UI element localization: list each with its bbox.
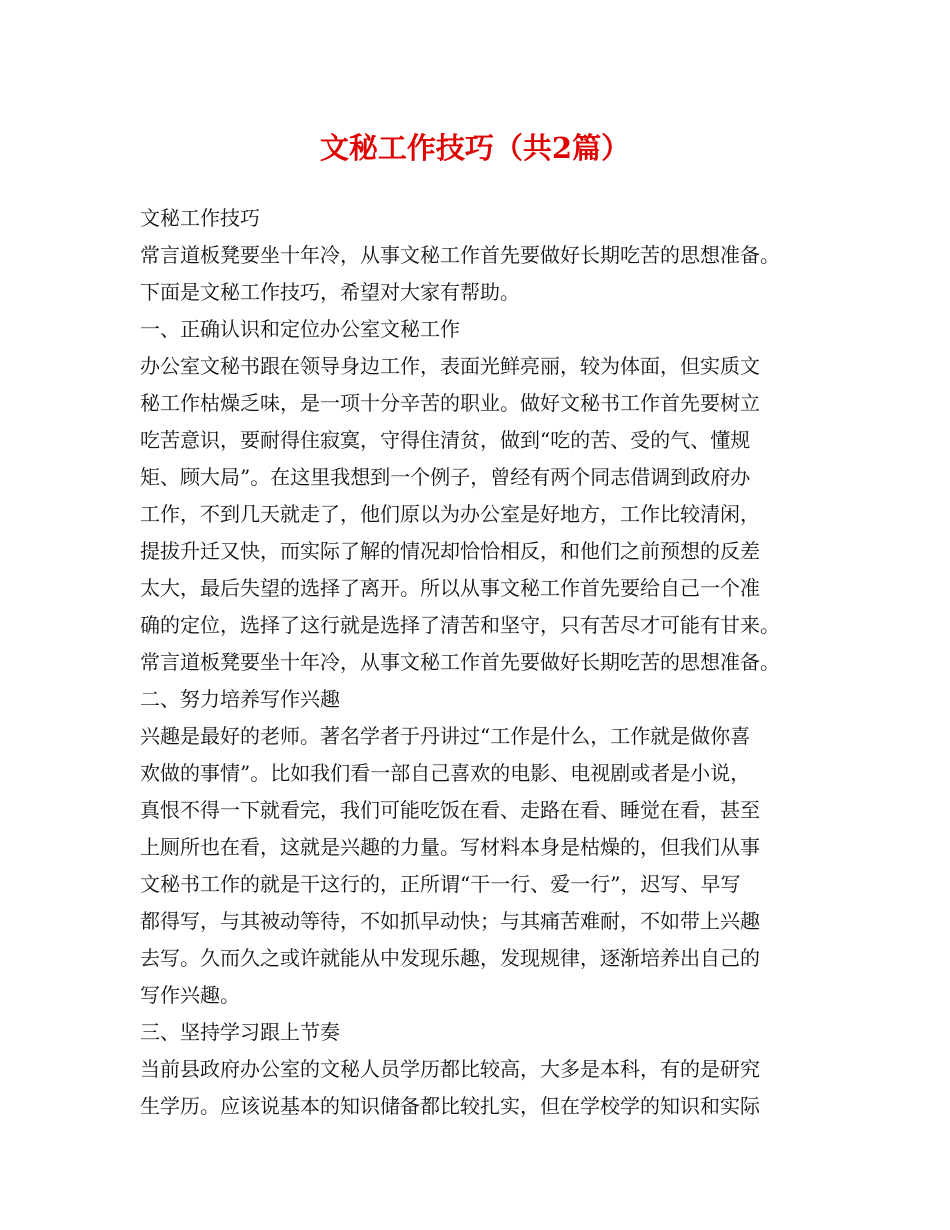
paragraph-line: 真恨不得一下就看完，我们可能吃饭在看、走路在看、睡觉在看，甚至: [140, 798, 760, 822]
paragraph-line: 去写。久而久之或许就能从中发现乐趣，发现规律，逐渐培养出自己的: [140, 946, 760, 970]
paragraph-line: 写作兴趣。: [140, 983, 240, 1007]
paragraph-line: 工作，不到几天就走了，他们原以为办公室是好地方，工作比较清闲，: [140, 502, 760, 526]
paragraph-line: 常言道板凳要坐十年冷，从事文秘工作首先要做好长期吃苦的思想准备。: [140, 650, 780, 674]
paragraph-line: 上厕所也在看，这就是兴趣的力量。写材料本身是枯燥的，但我们从事: [140, 835, 760, 859]
paragraph-line: 太大，最后失望的选择了离开。所以从事文秘工作首先要给自己一个准: [140, 576, 760, 600]
section-heading: 文秘工作技巧: [140, 206, 260, 230]
paragraph-line: 确的定位，选择了这行就是选择了清苦和坚守，只有苦尽才可能有甘来。: [140, 613, 780, 637]
paragraph-line: 常言道板凳要坐十年冷，从事文秘工作首先要做好长期吃苦的思想准备。: [140, 243, 780, 267]
section-heading: 三、坚持学习跟上节奏: [140, 1020, 340, 1044]
paragraph-line: 提拔升迁又快，而实际了解的情况却恰恰相反，和他们之前预想的反差: [140, 539, 760, 563]
paragraph-line: 办公室文秘书跟在领导身边工作，表面光鲜亮丽，较为体面，但实质文: [140, 354, 760, 378]
section-heading: 一、正确认识和定位办公室文秘工作: [140, 317, 460, 341]
section-heading: 二、努力培养写作兴趣: [140, 687, 340, 711]
paragraph-line: 矩、顾大局”。在这里我想到一个例子，曾经有两个同志借调到政府办: [140, 465, 751, 489]
paragraph-line: 秘工作枯燥乏味，是一项十分辛苦的职业。做好文秘书工作首先要树立: [140, 391, 760, 415]
paragraph-line: 欢做的事情”。比如我们看一部自己喜欢的电影、电视剧或者是小说，: [140, 761, 751, 785]
paragraph-line: 当前县政府办公室的文秘人员学历都比较高，大多是本科，有的是研究: [140, 1057, 760, 1081]
document-body: [140, 200, 830, 1125]
paragraph-line: 兴趣是最好的老师。著名学者于丹讲过“工作是什么，工作就是做你喜: [140, 724, 751, 748]
paragraph-line: 文秘书工作的就是干这行的，正所谓“干一行、爱一行”，迟写、早写: [140, 872, 741, 896]
paragraph-line: 都得写，与其被动等待，不如抓早动快；与其痛苦难耐，不如带上兴趣: [140, 909, 760, 933]
paragraph-line: 下面是文秘工作技巧，希望对大家有帮助。: [140, 280, 520, 304]
paragraph-line: 生学历。应该说基本的知识储备都比较扎实，但在学校学的知识和实际: [140, 1094, 760, 1118]
paragraph-line: 吃苦意识，要耐得住寂寞，守得住清贫，做到“吃的苦、受的气、懂规: [140, 428, 751, 452]
document-title: 文秘工作技巧（共2篇）: [319, 131, 631, 165]
